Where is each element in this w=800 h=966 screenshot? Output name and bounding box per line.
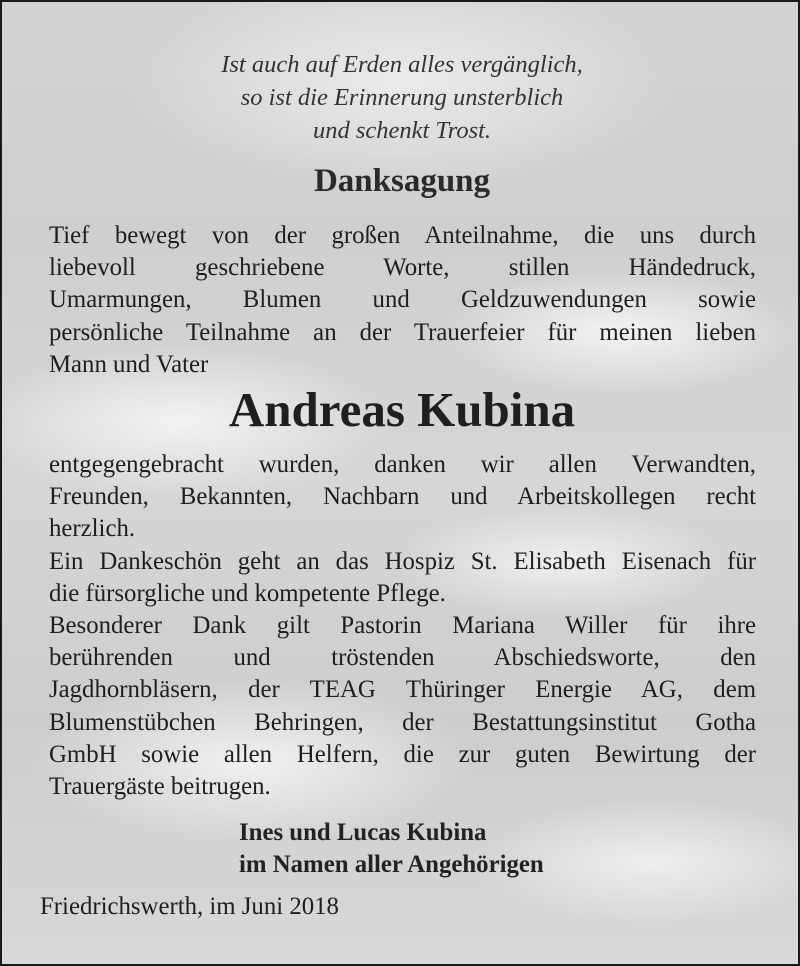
text-line: herzlich. [49, 515, 136, 543]
motto-line: so ist die Erinnerung unsterblich [240, 84, 564, 111]
text-line: die fürsorgliche und kompetente Pflege. [49, 579, 446, 607]
thanks-paragraph [49, 449, 756, 803]
signer-note: im Namen aller Angehörigen [239, 851, 544, 878]
text-line: Blumenstübchen Behringen, der Bestattungsinstitut Gotha [49, 708, 756, 736]
text-line: Trauergäste beitrugen. [49, 772, 271, 800]
text-line: Umarmungen, Blumen und Geldzuwendungen sowie [49, 286, 756, 314]
text-line: Tief bewegt von der großen Anteilnahme, die uns durch [49, 222, 756, 249]
motto [2, 48, 800, 147]
text-line: berührenden und tröstenden Abschiedsworte, den [49, 644, 756, 672]
text-line: entgegengebracht wurden, danken wir allen Verwandten, [49, 451, 756, 478]
signers [239, 817, 544, 881]
text-line: Freunden, Bekannten, Nachbarn und Arbeitskollegen recht [49, 483, 756, 511]
deceased-name: Andreas Kubina [228, 382, 576, 437]
text-line: persönliche Teilnahme an der Trauerfeier für meinen lieben [49, 318, 756, 346]
motto-line: und schenkt Trost. [312, 117, 492, 144]
intro-paragraph [49, 220, 756, 381]
text-line: liebevoll geschriebene Worte, stillen Händedruck, [49, 254, 756, 282]
text-line: Besonderer Dank gilt Pastorin Mariana Willer für ihre [49, 611, 756, 639]
text-line: Jagdhornbläsern, der TEAG Thüringer Energie AG, dem [49, 676, 756, 704]
notice-title: Danksagung [313, 163, 491, 199]
signer-names: Ines und Lucas Kubina [239, 819, 487, 846]
text-line: Mann und Vater [49, 350, 209, 378]
text-line: GmbH sowie allen Helfern, die zur guten Bewirtung der [49, 740, 756, 768]
place-date: Friedrichswerth, im Juni 2018 [40, 893, 339, 920]
motto-line: Ist auch auf Erden alles vergänglich, [221, 51, 583, 78]
text-line: Ein Dankeschön geht an das Hospiz St. Elisabeth Eisenach für [49, 547, 756, 575]
